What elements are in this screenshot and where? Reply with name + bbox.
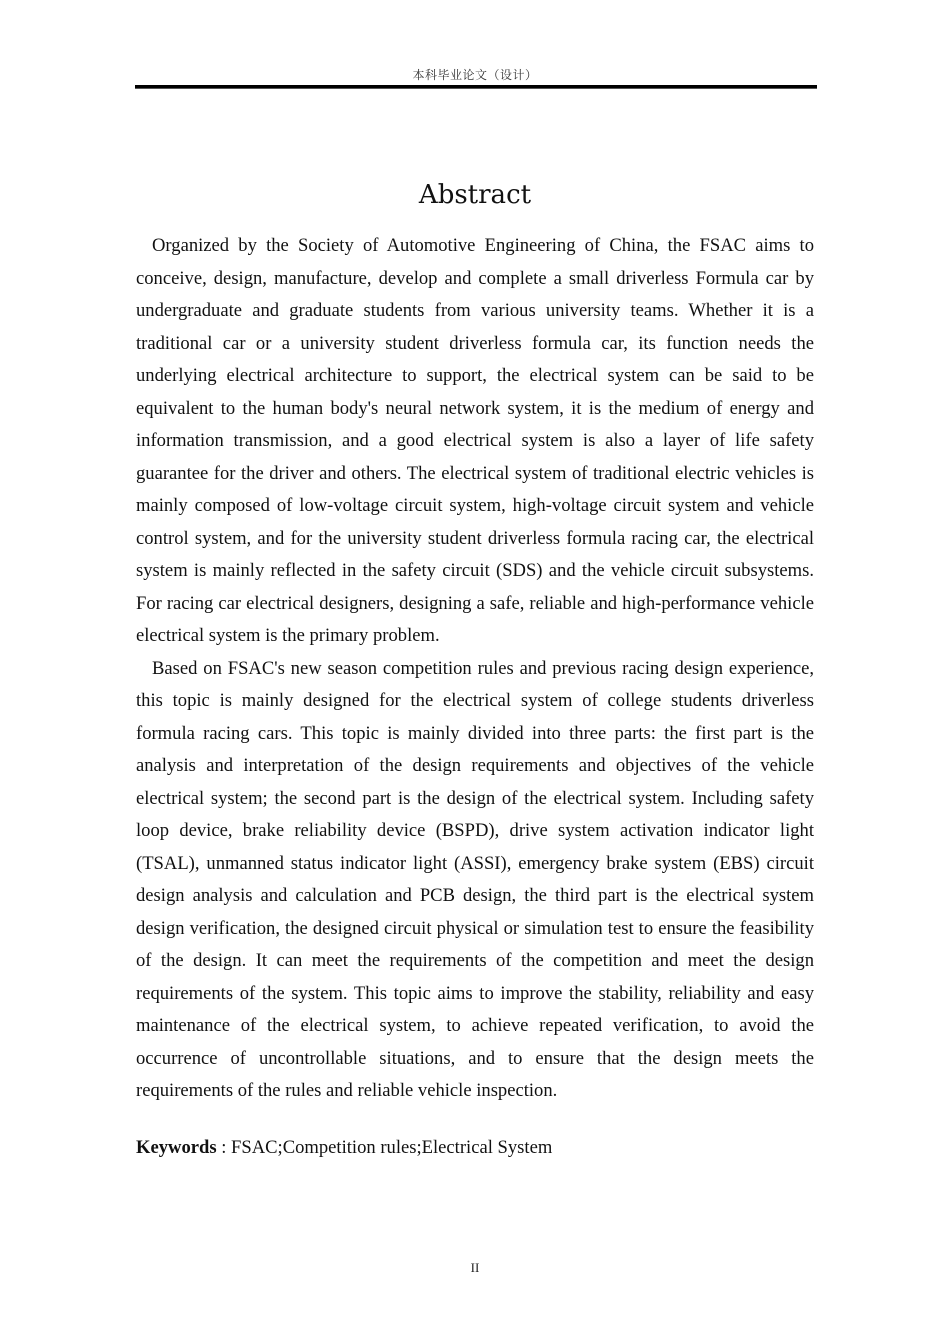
keywords-line: [136, 1137, 552, 1159]
abstract-paragraph-2: Based on FSAC's new season competition rules and previous racing design experience, this topic is mainly designed for the electrical system of college students driverless formula racing cars. This topic is mainly divided into three parts: the first part is the analysis and interpretation of the design requirements and objectives of the vehicle electrical system; the second part is the design of the electrical system. Including safety loop device, brake reliability device (BSPD), drive system activation indicator light (TSAL), unmanned status indicator light (ASSI), emergency brake system (EBS) circuit design analysis and calculation and PCB design, the third part is the electrical system design verification, the designed circuit physical or simulation test to ensure the feasibility of the design. It can meet the requirements of the competition and meet the design requirements of the system. This topic aims to improve the stability, reliability and easy maintenance of the electrical system, to achieve repeated verification, to avoid the occurrence of uncontrollable situations, and to ensure that the design meets the requirements of the rules and reliable vehicle inspection.: [136, 657, 814, 1101]
page-number: II: [470, 1260, 480, 1275]
keywords-label: Keywords: [136, 1137, 217, 1158]
abstract-body: [136, 230, 814, 1108]
abstract-paragraph-1: Organized by the Society of Automotive Engineering of China, the FSAC aims to conceive, design, manufacture, develop and complete a small driverless Formula car by undergraduate and graduate students from various university teams. Whether it is a traditional car or a university student driverless formula car, its function needs the underlying electrical architecture to support, the electrical system can be said to be equivalent to the human body's neural network system, it is the medium of energy and information transmission, and a good electrical system is also a layer of life safety guarantee for the driver and others. The electrical system of traditional electric vehicles is mainly composed of low-voltage circuit system, high-voltage circuit system and vehicle control system, and for the university student driverless formula racing car, the electrical system is mainly reflected in the safety circuit (SDS) and the vehicle circuit subsystems. For racing car electrical designers, designing a safe, reliable and high-performance vehicle electrical system is the primary problem.: [136, 235, 814, 646]
keywords-value: FSAC;Competition rules;Electrical System: [231, 1137, 553, 1158]
running-header: 本科毕业论文（设计）: [412, 68, 538, 82]
header-rule: [135, 85, 817, 89]
abstract-title: Abstract: [418, 180, 532, 210]
keywords-separator: :: [216, 1137, 232, 1158]
